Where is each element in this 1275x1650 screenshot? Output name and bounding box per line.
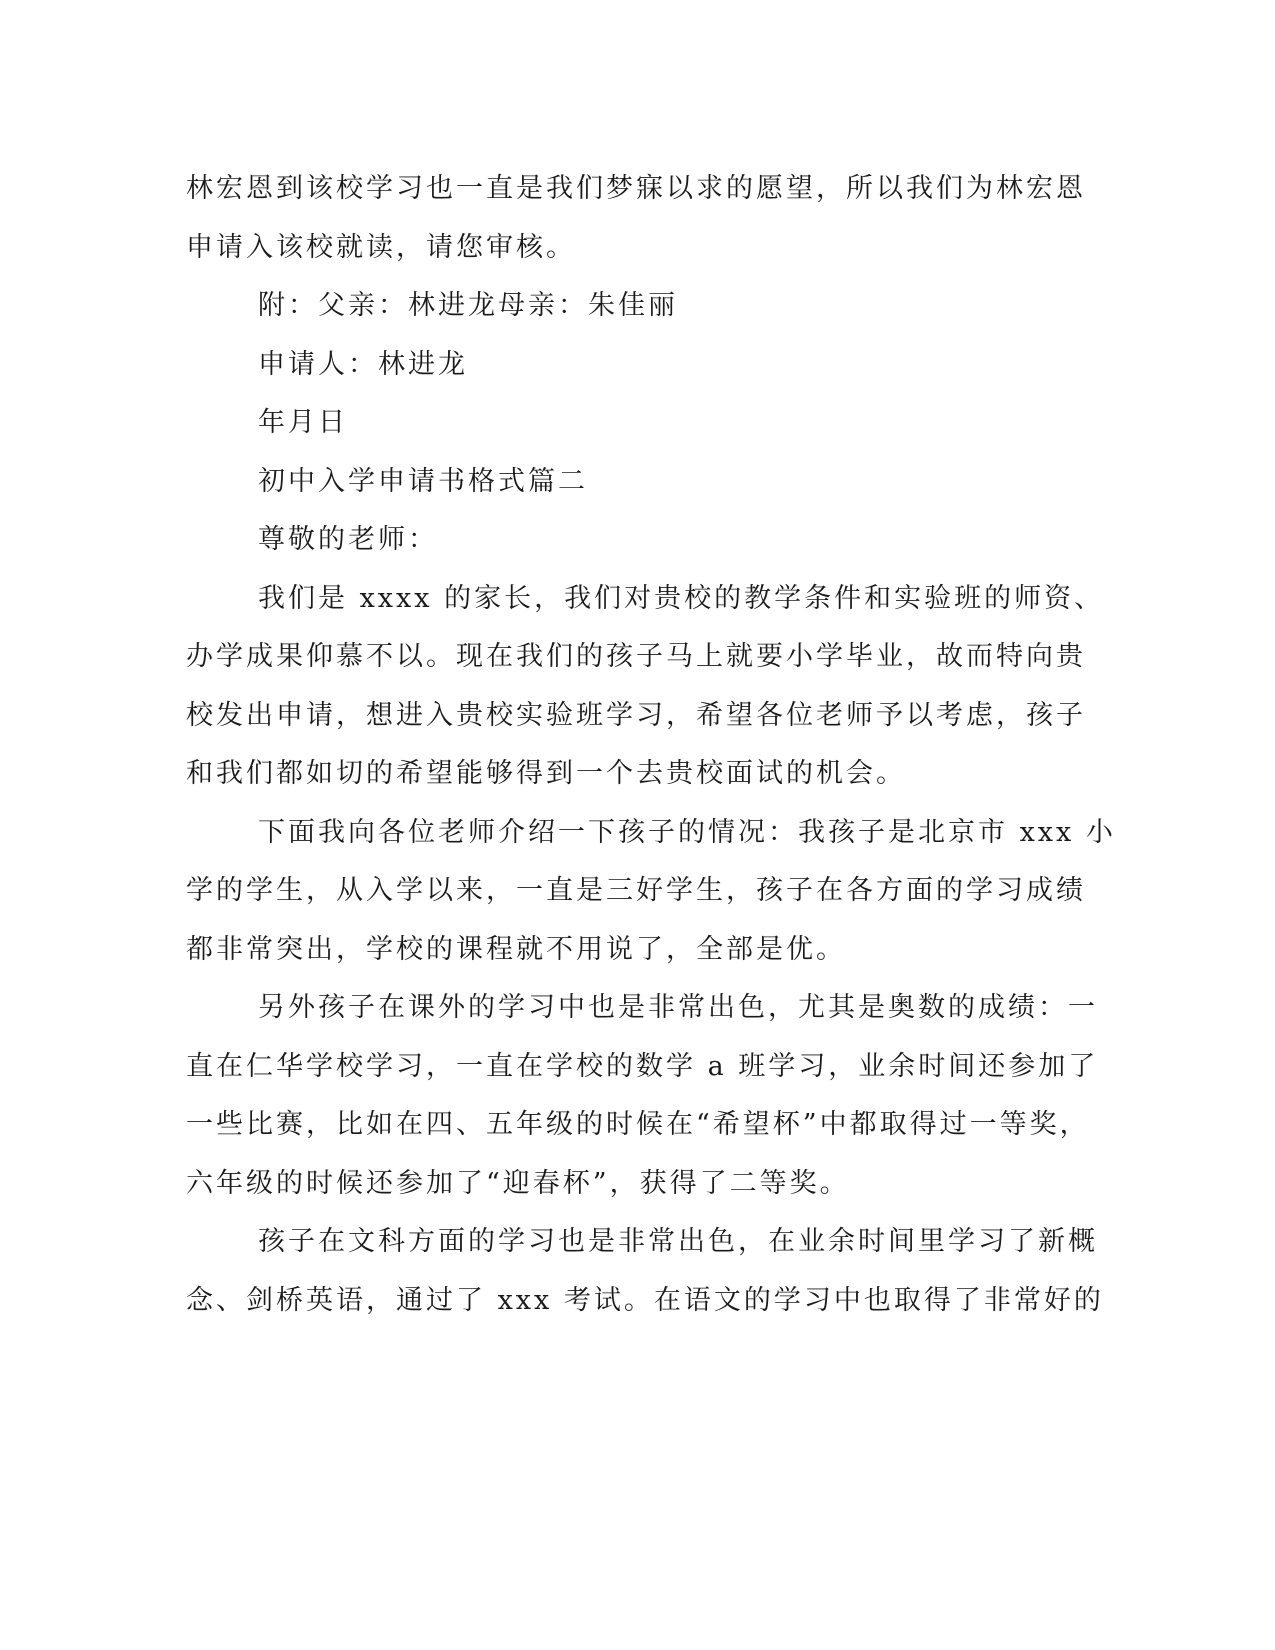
text-line-8: 我们是 xxxx 的家长，我们对贵校的教学条件和实验班的师资、 xyxy=(258,582,1105,614)
text-line-20: 念、剑桥英语，通过了 xxx 考试。在语文的学习中也取得了非常好的 xyxy=(186,1284,1104,1316)
salutation: 尊敬的老师： xyxy=(258,524,438,555)
text-line-10: 校发出申请，想进入贵校实验班学习，希望各位老师予以考虑，孩子 xyxy=(186,699,1086,731)
date-line: 年月日 xyxy=(258,407,348,438)
text-line-1: 林宏恩到该校学习也一直是我们梦寐以求的愿望，所以我们为林宏恩 xyxy=(186,173,1086,204)
text-line-18: 六年级的时候还参加了“迎春杯”，获得了二等奖。 xyxy=(186,1167,850,1199)
text-line-13: 学的学生，从入学以来，一直是三好学生，孩子在各方面的学习成绩 xyxy=(186,875,1086,906)
text-line-14: 都非常突出，学校的课程就不用说了，全部是优。 xyxy=(186,933,846,965)
section-heading: 初中入学申请书格式篇二 xyxy=(258,465,588,497)
text-line-17: 一些比赛，比如在四、五年级的时候在“希望杯”中都取得过一等奖， xyxy=(186,1109,1090,1140)
text-line-19: 孩子在文科方面的学习也是非常出色，在业余时间里学习了新概 xyxy=(258,1226,1098,1257)
text-line-2: 申请入该校就读，请您审核。 xyxy=(186,231,576,263)
applicant-line: 申请人：林进龙 xyxy=(258,348,468,380)
text-line-9: 办学成果仰慕不以。现在我们的孩子马上就要小学毕业，故而特向贵 xyxy=(186,641,1086,672)
text-line-12: 下面我向各位老师介绍一下孩子的情况：我孩子是北京市 xxx 小 xyxy=(258,816,1116,848)
text-line-11: 和我们都如切的希望能够得到一个去贵校面试的机会。 xyxy=(186,758,906,789)
text-line-16: 直在仁华学校学习，一直在学校的数学 a 班学习，业余时间还参加了 xyxy=(186,1050,1099,1082)
text-line-15: 另外孩子在课外的学习中也是非常出色，尤其是奥数的成绩：一 xyxy=(258,992,1098,1023)
document-body xyxy=(186,160,1116,1330)
attachment-parents-line: 附：父亲：林进龙母亲：朱佳丽 xyxy=(258,290,678,321)
